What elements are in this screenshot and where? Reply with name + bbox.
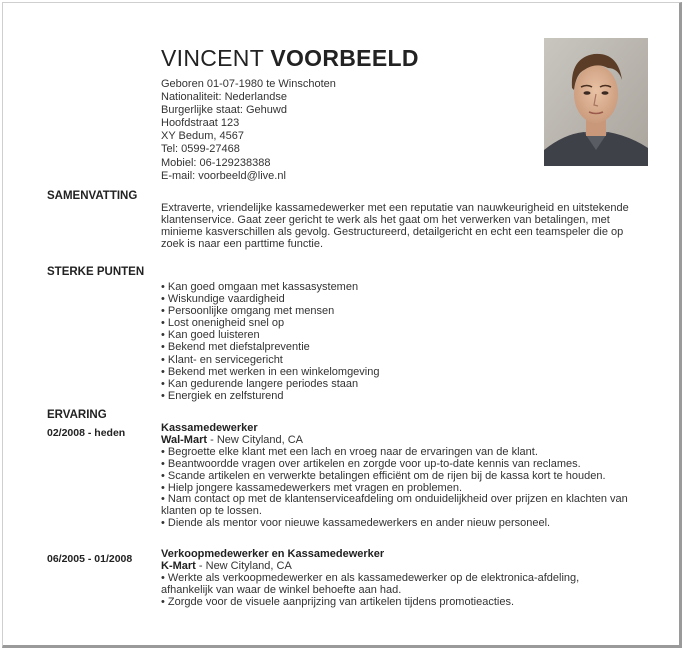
list-item: • Nam contact op met de klantenserviceafdeling om onduidelijkheid over prijzen en klachten van klanten op te lossen. <box>161 494 631 518</box>
list-item: • Bekend met diefstalpreventie <box>161 341 379 353</box>
job-title: Kassamedewerker <box>161 422 258 434</box>
first-name: VINCENT <box>161 45 264 71</box>
summary-text: Extraverte, vriendelijke kassamedewerker met een reputatie van nauwkeurigheid en uitstekende klantenservice. Gaat zeer gericht te werk als het gaat om het verwerken van betalingen, met minieme kasverschillen als gevolg. Gestructureerd, detailgericht en echt een teamspeler die op zoek is naar een parttime functie. <box>161 202 629 250</box>
company-name: K-Mart <box>161 559 196 572</box>
email: E-mail: voorbeeld@live.nl <box>161 169 286 182</box>
list-item: • Persoonlijke omgang met mensen <box>161 305 379 317</box>
list-item: • Scande artikelen en verwerkte betalingen efficiënt om de rijen bij de kassa kort te houden. <box>161 471 631 483</box>
job-dates: 02/2008 - heden <box>47 427 126 439</box>
list-item: • Zorgde voor de visuele aanprijzing van artikelen tijdens promotieacties. <box>161 597 631 609</box>
list-item: • Werkte als verkoopmedewerker en als kassamedewerker op de elektronica-afdeling, afhankelijk van waar de winkel behoefte aan had. <box>161 573 631 597</box>
marital-status: Burgerlijke staat: Gehuwd <box>161 104 287 117</box>
street-address: Hoofdstraat 123 <box>161 117 240 130</box>
section-title-sterke-punten: STERKE PUNTEN <box>47 266 145 278</box>
list-item: • Energiek en zelfsturend <box>161 390 379 402</box>
nationality: Nationaliteit: Nederlandse <box>161 91 287 104</box>
section-title-ervaring: ERVARING <box>47 409 107 421</box>
resume-page <box>2 2 682 648</box>
job-duties <box>161 573 631 609</box>
job-title: Verkoopmedewerker en Kassamedewerker <box>161 548 385 560</box>
job-duties <box>161 447 631 530</box>
phone: Tel: 0599-27468 <box>161 143 240 156</box>
contact-details <box>161 78 336 183</box>
list-item: • Bekend met werken in een winkelomgeving <box>161 366 379 378</box>
postal-city: XY Bedum, 4567 <box>161 130 244 143</box>
mobile: Mobiel: 06-129238388 <box>161 156 271 169</box>
company-name: Wal-Mart <box>161 433 208 446</box>
birth-info: Geboren 01-07-1980 te Winschoten <box>161 78 336 90</box>
company-location: - New Cityland, CA <box>207 433 304 446</box>
job-entry <box>161 549 631 609</box>
list-item: • Beantwoordde vragen over artikelen en zorgde voor up-to-date kennis van reclames. <box>161 459 631 471</box>
strengths-list <box>161 281 379 402</box>
list-item: • Hielp jongere kassamedewerkers met vragen en problemen. <box>161 483 631 495</box>
list-item: • Kan goed luisteren <box>161 329 379 341</box>
list-item: • Diende als mentor voor nieuwe kassamedewerkers en ander nieuw personeel. <box>161 518 631 530</box>
candidate-name <box>161 45 419 72</box>
profile-photo <box>544 38 648 166</box>
list-item: • Wiskundige vaardigheid <box>161 293 379 305</box>
last-name: VOORBEELD <box>270 45 419 71</box>
list-item: • Klant- en servicegericht <box>161 354 379 366</box>
list-item: • Kan goed omgaan met kassasystemen <box>161 281 379 293</box>
list-item: • Kan gedurende langere periodes staan <box>161 378 379 390</box>
section-title-samenvatting: SAMENVATTING <box>47 190 138 202</box>
company-location: - New Cityland, CA <box>195 559 292 572</box>
list-item: • Lost onenigheid snel op <box>161 317 379 329</box>
list-item: • Begroette elke klant met een lach en vroeg naar de ervaringen van de klant. <box>161 447 631 459</box>
job-entry <box>161 423 631 530</box>
job-dates: 06/2005 - 01/2008 <box>47 553 133 565</box>
